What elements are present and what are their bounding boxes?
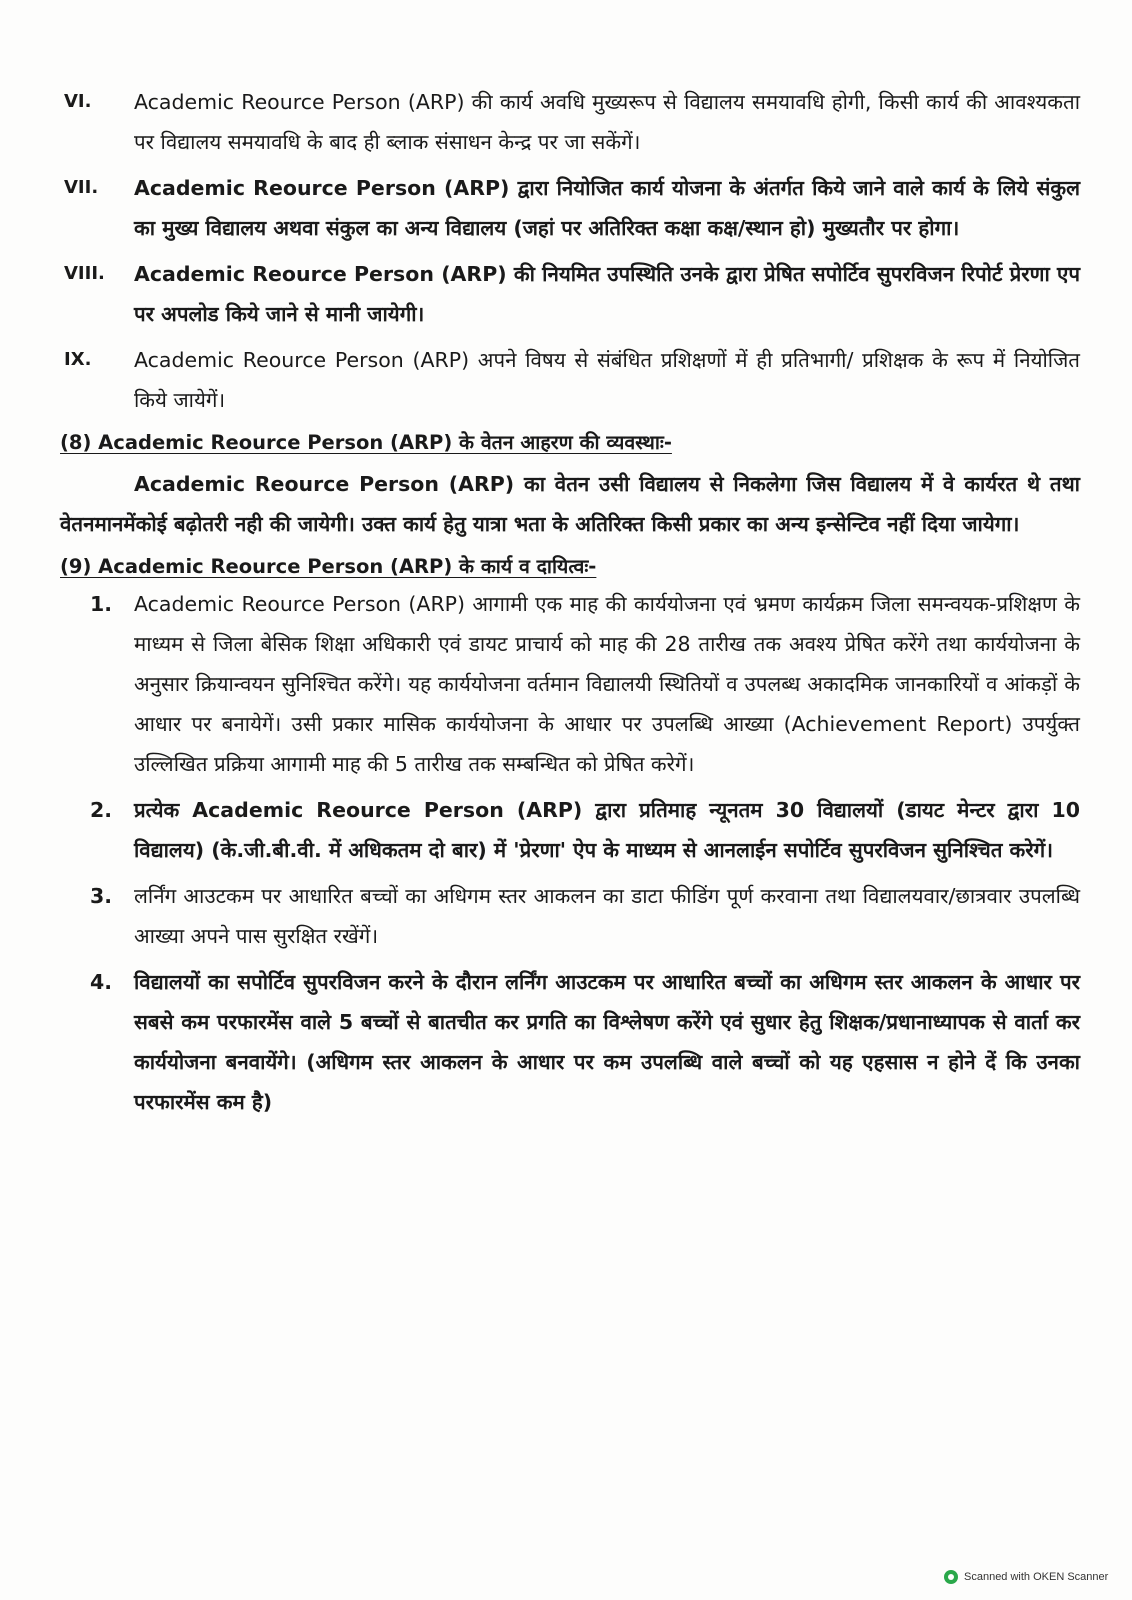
document-content bbox=[60, 82, 1080, 1128]
list-item-ix bbox=[60, 340, 1080, 420]
section-8-heading: (8) Academic Reource Person (ARP) के वेतन आहरण की व्यवस्थाः- bbox=[60, 431, 672, 454]
list-item-vi bbox=[60, 82, 1080, 162]
list-text: Academic Reource Person (ARP) द्वारा नियोजित कार्य योजना के अंतर्गत किये जाने वाले कार्य के लिये संकुल का मुख्य विद्यालय अथवा संकुल का अन्य विद्यालय (जहां पर अतिरिक्त कक्षा कक्ष/स्थान हो) मुख्यतौर पर होगा। bbox=[134, 176, 1080, 240]
duty-text: प्रत्येक Academic Reource Person (ARP) द्वारा प्रतिमाह न्यूनतम 30 विद्यालयों (डायट मेन्टर द्वारा 10 विद्यालय) (के.जी.बी.वी. में अधिकतम दो बार) में 'प्रेरणा' ऐप के माध्यम से आनलाईन सपोर्टिव सुपरविजन सुनिश्चित करेगें। bbox=[134, 798, 1080, 862]
duty-item-3 bbox=[60, 876, 1080, 956]
duty-text: Academic Reource Person (ARP) आगामी एक माह की कार्ययोजना एवं भ्रमण कार्यक्रम जिला समन्वयक-प्रशिक्षण के माध्यम से जिला बेसिक शिक्षा अधिकारी एवं डायट प्राचार्य को माह की 28 तारीख तक अवश्य प्रेषित करेंगे तथा कार्ययोजना के अनुसार क्रियान्वयन सुनिश्चित करेंगे। यह कार्ययोजना वर्तमान विद्यालयी स्थितियों व उपलब्ध अकादमिक जानकारियों व आंकड़ों के आधार पर बनायेगें। उसी प्रकार मासिक कार्ययोजना के आधार पर उपलब्धि आख्या (Achievement Report) उपर्युक्त उल्लिखित प्रक्रिया आगामी माह की 5 तारीख तक सम्बन्धित को प्रेषित करेगें। bbox=[134, 592, 1080, 776]
duty-item-1 bbox=[60, 584, 1080, 784]
list-number: IX. bbox=[64, 349, 92, 370]
duty-text: लर्निंग आउटकम पर आधारित बच्चों का अधिगम स्तर आकलन का डाटा फीडिंग पूर्ण करवाना तथा विद्यालयवार/छात्रवार उपलब्धि आख्या अपने पास सुरक्षित रखेंगें। bbox=[134, 884, 1080, 948]
list-number: VI. bbox=[64, 91, 92, 112]
duty-number: 3. bbox=[90, 884, 113, 908]
duty-number: 4. bbox=[90, 970, 113, 994]
list-item-vii bbox=[60, 168, 1080, 248]
list-number: VIII. bbox=[64, 263, 105, 284]
duty-item-2 bbox=[60, 790, 1080, 870]
list-number: VII. bbox=[64, 177, 99, 198]
scanner-watermark bbox=[944, 1570, 1108, 1584]
duty-item-4 bbox=[60, 962, 1080, 1122]
duty-number: 1. bbox=[90, 592, 113, 616]
duty-text: विद्यालयों का सपोर्टिव सुपरविजन करने के दौरान लर्निंग आउटकम पर आधारित बच्चों का अधिगम स्तर आकलन के आधार पर सबसे कम परफारमेंस वाले 5 बच्चों से बातचीत कर प्रगति का विश्लेषण करेंगे एवं सुधार हेतु शिक्षक/प्रधानाध्यापक से वार्ता कर कार्ययोजना बनवायेंगे। (अधिगम स्तर आकलन के आधार पर कम उपलब्धि वाले बच्चों को यह एहसास न होने दें कि उनका परफारमेंस कम है) bbox=[134, 970, 1080, 1114]
oken-scanner-logo-icon bbox=[944, 1570, 958, 1584]
list-text: Academic Reource Person (ARP) की कार्य अवधि मुख्यरूप से विद्यालय समयावधि होगी, किसी कार्य की आवश्यकता पर विद्यालय समयावधि के बाद ही ब्लाक संसाधन केन्द्र पर जा सकेंगें। bbox=[134, 90, 1080, 154]
section-8-paragraph: Academic Reource Person (ARP) का वेतन उसी विद्यालय से निकलेगा जिस विद्यालय में वे कार्यरत थे तथा वेतनमानमेंकोई बढ़ोतरी नही की जायेगी। उक्त कार्य हेतु यात्रा भता के अतिरिक्त किसी प्रकार का अन्य इन्सेन्टिव नहीं दिया जायेगा। bbox=[60, 472, 1080, 536]
list-text: Academic Reource Person (ARP) अपने विषय से संबंधित प्रशिक्षणों में ही प्रतिभागी/ प्रशिक्षक के रूप में नियोजित किये जायेगें। bbox=[134, 348, 1080, 412]
section-9-heading: (9) Academic Reource Person (ARP) के कार्य व दायित्वः- bbox=[60, 555, 597, 578]
duty-number: 2. bbox=[90, 798, 113, 822]
list-item-viii bbox=[60, 254, 1080, 334]
list-text: Academic Reource Person (ARP) की नियमित उपस्थिति उनके द्वारा प्रेषित सपोर्टिव सुपरविजन रिपोर्ट प्रेरणा एप पर अपलोड किये जाने से मानी जायेगी। bbox=[134, 262, 1080, 326]
scanner-watermark-text: Scanned with OKEN Scanner bbox=[964, 1571, 1109, 1583]
